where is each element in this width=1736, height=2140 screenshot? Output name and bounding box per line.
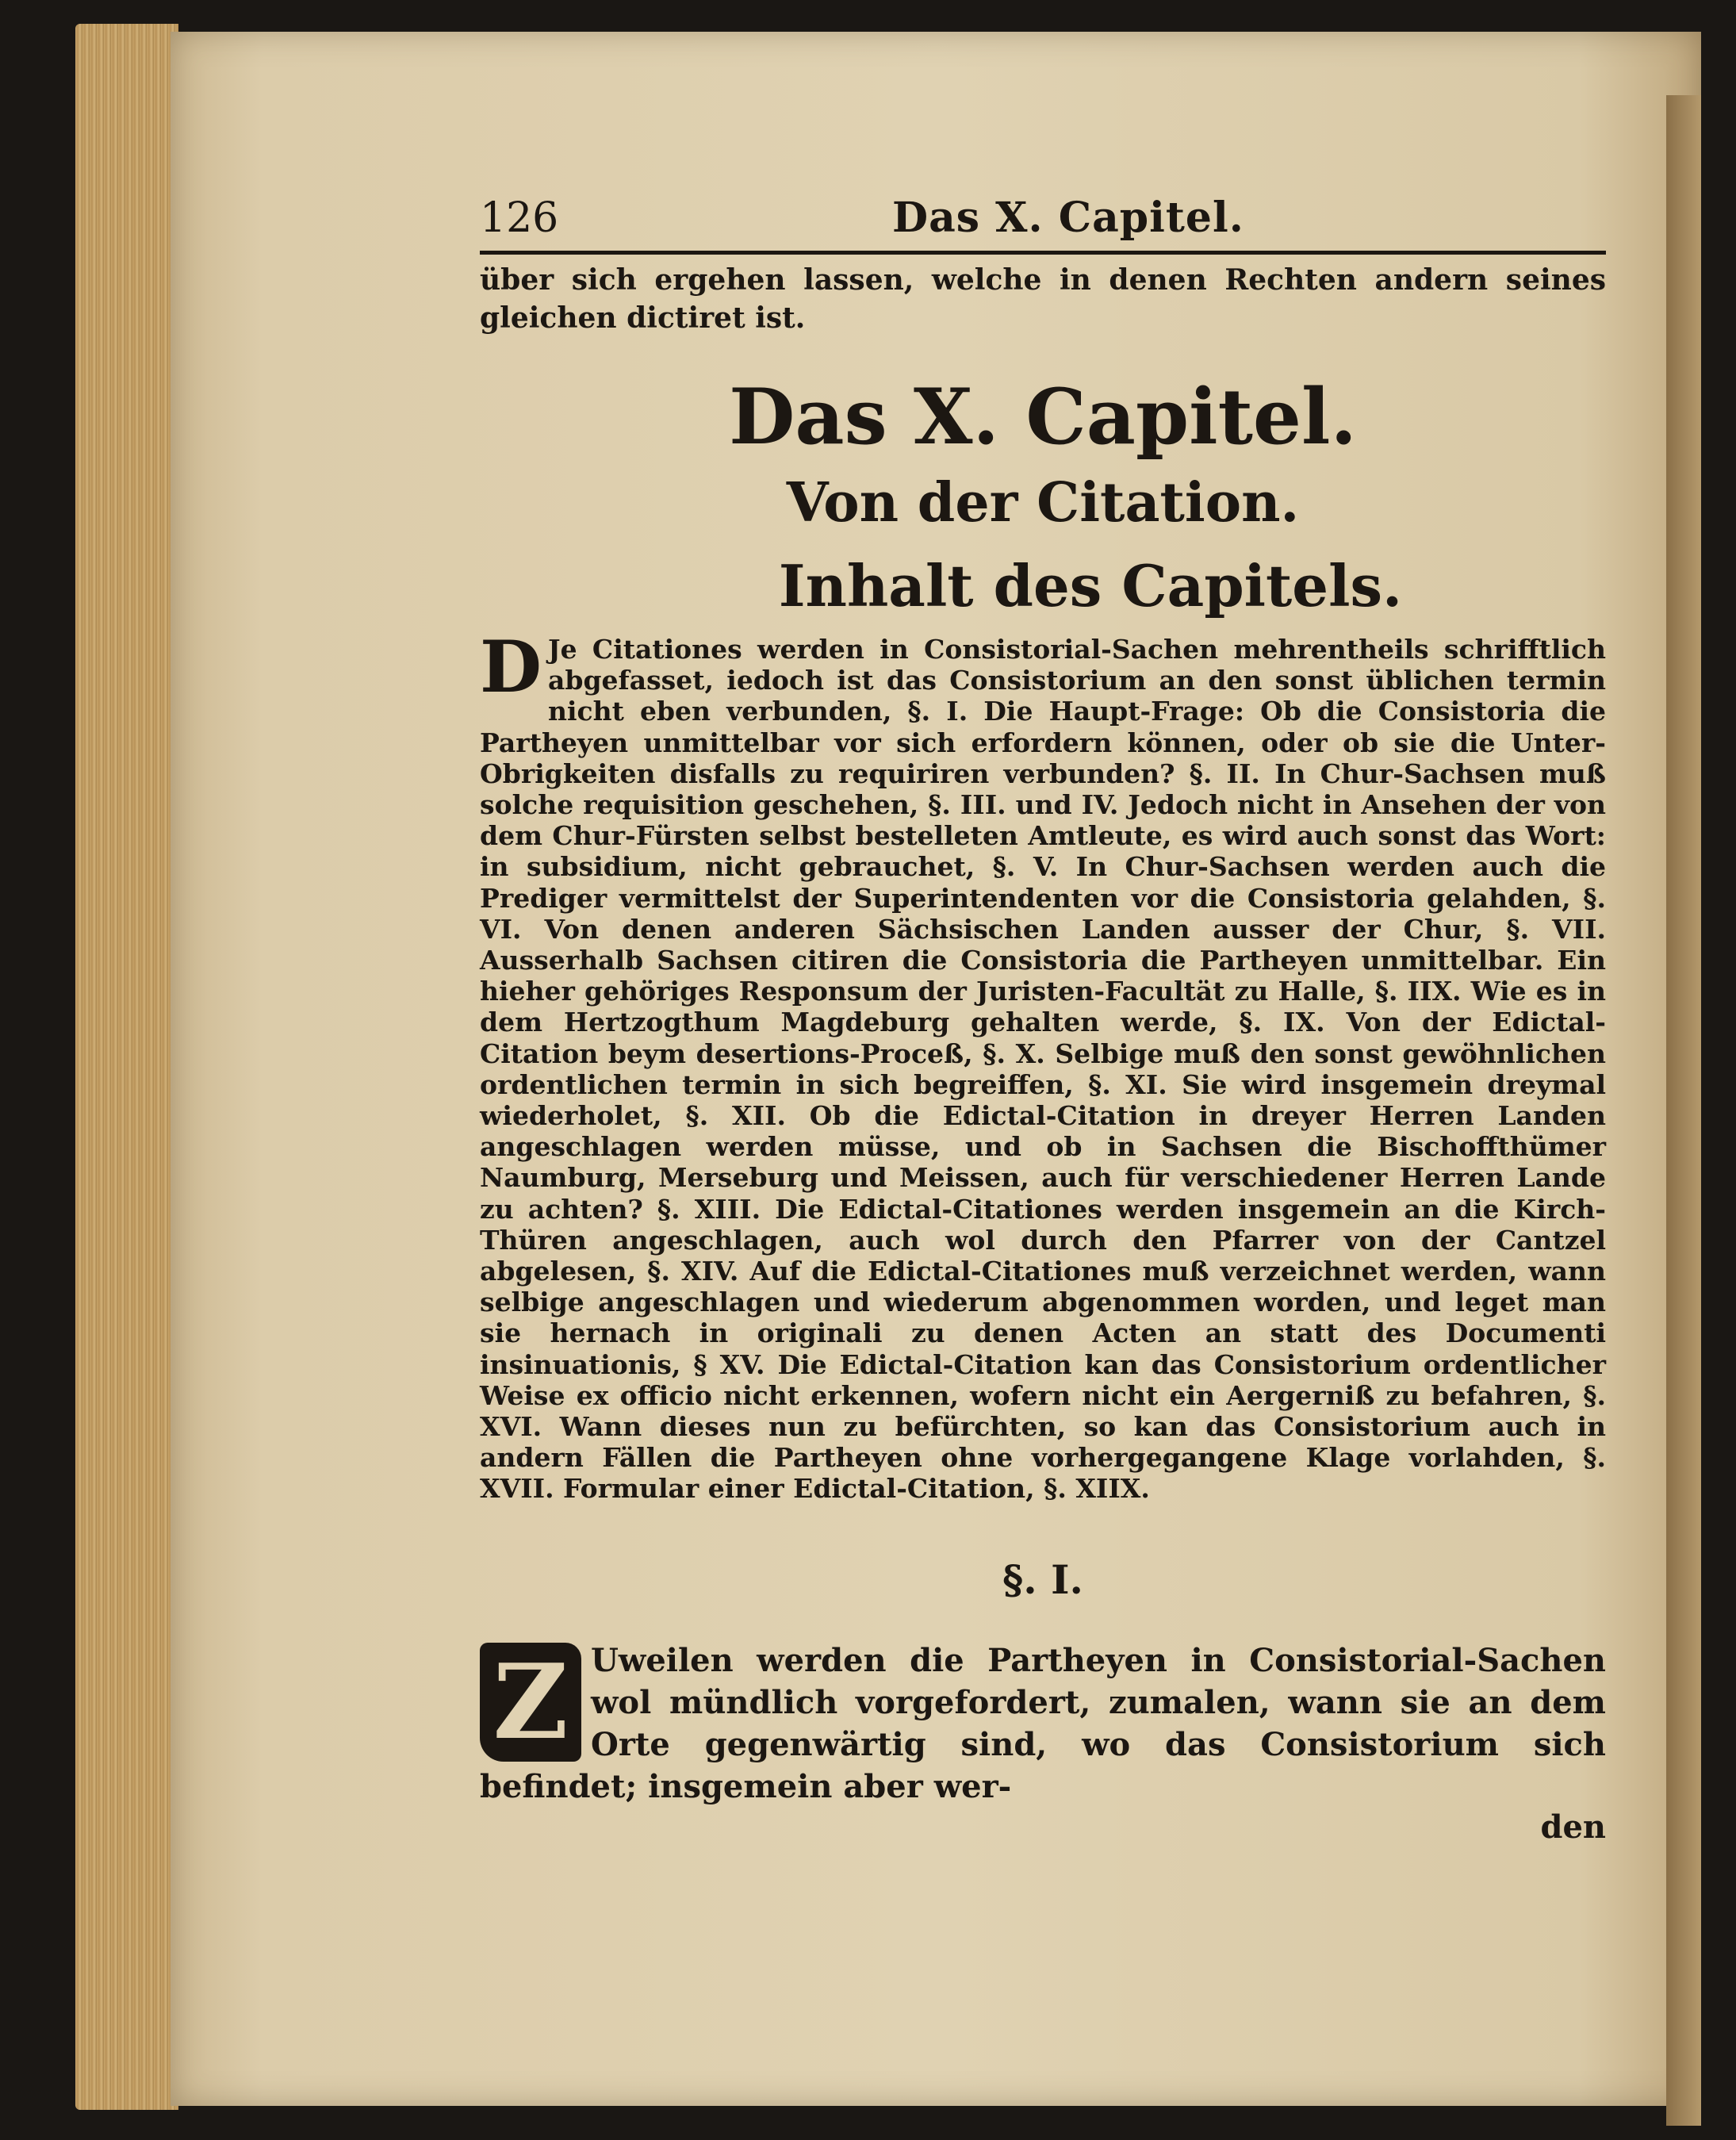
summary-initial: D — [480, 625, 542, 709]
contents-heading: Inhalt des Capitels. — [778, 552, 1403, 619]
book-page-edges — [75, 24, 178, 2110]
chapter-summary — [480, 625, 1606, 1505]
page-content — [480, 190, 1606, 1847]
facing-page-edge — [1666, 95, 1701, 2126]
running-head — [480, 190, 1606, 246]
section-text: Uweilen werden die Partheyen in Consistorial-Sachen wol mündlich vorgefordert, zumalen, wann sie an dem Orte gegenwärtig sind, wo das Consistorium sich befindet; insgemein aber wer- — [480, 1641, 1606, 1805]
chapter-subtitle: Von der Citation. — [786, 471, 1300, 535]
summary-text: Je Citationes werden in Consistorial-Sachen mehrentheils schrifftlich abgefasset, iedoch ist das Consistorium an den sonst üblichen termin nicht eben verbunden, §. I. Die Haupt-Frage: Ob die Consistoria die Partheyen unmittelbar vor sich erfordern können, oder ob sie die Unter-Obrigkeiten disfalls zu requiriren verbunden? §. II. In Chur-Sachsen muß solche requisition geschehen, §. III. und IV. Jedoch nicht in Ansehen der von dem Chur-Fürsten selbst bestelleten Amtleute, es wird auch sonst das Wort: in subsidium, nicht gebrauchet, §. V. In Chur-Sachsen werden auch die Prediger vermittelst der Superintendenten vor die Consistoria gelahden, §. VI. Von denen anderen Sächsischen Landen ausser der Chur, §. VII. Ausserhalb Sachsen citiren die Consistoria die Partheyen unmittelbar. Ein hieher gehöriges Responsum der Juristen-Facultät zu Halle, §. IIX. Wie es in dem Hertzogthum Magdeburg gehalten werde, §. IX. Von der Edictal-Citation beym desertions-Proceß, §. X. Selbige muß den sonst gewöhnlichen ordentlichen termin in sich begreiffen, §. XI. Sie wird insgemein dreymal wiederholet, §. XII. Ob die Edictal-Citation in dreyer Herren Landen angeschlagen werden müsse, und ob in Sachsen die Bischoffthümer Naumburg, Merseburg und Meissen, auch für verschiedener Herren Lande zu achten? §. XIII. Die Edictal-Citationes werden insgemein an die Kirch-Thüren angeschlagen, auch wol durch den Pfarrer von der Cantzel abgelesen, §. XIV. Auf die Edictal-Citationes muß verzeichnet werden, wann selbige angeschlagen und wiederum abgenommen worden, und leget man sie hernach in originali zu denen Acten an statt des Documenti insinuationis, § XV. Die Edictal-Citation kan das Consistorium ordentlicher Weise ex officio nicht erkennen, wofern nicht ein Aergerniß zu befahren, §. XVI. Wann dieses nun zu befürchten, so kan das Consistorium auch in andern Fällen die Partheyen ohne vorhergegangene Klage vorlahden, §. XVII. Formular einer Edictal-Citation, §. XIIX. — [480, 634, 1606, 1505]
chapter-title: Das X. Capitel. — [729, 372, 1357, 462]
page-number: 126 — [480, 194, 559, 242]
continuation-text: über sich ergehen lassen, welche in denen Rechten andern seines gleichen dictiret ist. — [480, 263, 1606, 335]
header-rule — [480, 251, 1606, 255]
catchword: den — [1540, 1808, 1606, 1846]
ornamental-initial: Z — [480, 1643, 581, 1762]
section-mark: §. I. — [1002, 1555, 1083, 1603]
section-body — [480, 1640, 1606, 1808]
running-title: Das X. Capitel. — [892, 194, 1244, 242]
